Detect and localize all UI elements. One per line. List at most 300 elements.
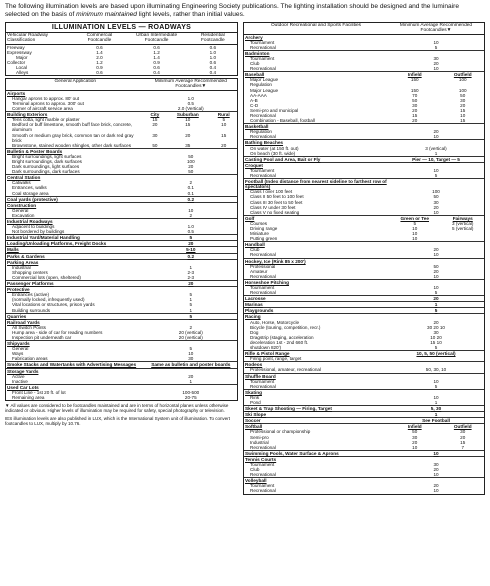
value-cell: 100 [186, 158, 195, 164]
footcandle-cell: 0.4 [209, 64, 217, 70]
value-cell: 20 (vertical) [178, 334, 203, 340]
value-cell: 5 [434, 173, 438, 179]
value-cell: 2 [189, 212, 193, 218]
value-cell: 20 [433, 204, 439, 210]
value-cell: 1 [434, 150, 438, 156]
value-cell: 20 [433, 268, 439, 274]
value-cell: 100 [458, 87, 467, 93]
section-row [244, 179, 484, 190]
value-cell: 10 [433, 209, 439, 215]
footcandle-cell: 2.0 [96, 54, 103, 60]
value-cell: Same as bulletin and poster boards [145, 362, 237, 368]
roadways-title: ILLUMINATION LEVELS — ROADWAYS [6, 23, 237, 33]
section-label: Marinas [244, 302, 388, 308]
entry-label: Not bordered by buildings [12, 229, 65, 235]
entry-label: Excavation [12, 212, 35, 218]
entry-label: Dark surroundings, dark surfaces [12, 169, 80, 175]
value-cell: 70 [412, 92, 418, 98]
value-cell: 100 [458, 77, 467, 83]
right-column [243, 22, 485, 497]
entry-label: Dog [250, 329, 259, 335]
value-cell: Suburban [165, 112, 210, 118]
value-cell: 5 [434, 383, 438, 389]
entry-label: Building surrounds [12, 307, 51, 313]
value-cell: 2-3 [187, 274, 195, 280]
value-cell: 30 [433, 55, 439, 61]
entry-label: Professional, amateur, recreational [250, 367, 321, 373]
entry-label: Amateur [250, 268, 268, 274]
entry-label: Recreational [250, 444, 276, 450]
section-label: Bulletin & Poster Boards [6, 148, 145, 154]
value-cell: 5-10 [145, 247, 237, 253]
general-header-application: General Application [6, 79, 145, 90]
section-label: Bathing Beaches [244, 140, 388, 146]
section-label: Railroad Yards [6, 319, 145, 325]
value-cell: 100 [432, 189, 440, 195]
entry-label: Class IV under 30 feet [250, 204, 296, 210]
entry-label: (normally locked, infrequently used) [12, 297, 85, 303]
value-cell: 20 [433, 319, 439, 325]
value-cell: 10 [185, 117, 191, 123]
roadways-row [6, 70, 237, 75]
value-cell: 7 [461, 444, 465, 450]
value-cell: Infield [388, 72, 441, 78]
value-cell: 5 [388, 308, 484, 314]
entry-label: shutdown 820') [250, 345, 282, 351]
value-cell: 10 [433, 134, 439, 140]
entry-label: Club [250, 467, 260, 473]
section-label: Volleyball [244, 478, 388, 484]
value-cell: 0.5 [187, 229, 194, 235]
value-cell: 5 [434, 345, 438, 351]
entry-label: Professional or championship [250, 429, 311, 435]
footcandle-cell: 0.4 [153, 70, 160, 76]
entry-label: Recreational [250, 472, 276, 478]
value-cell: 50 [412, 97, 418, 103]
entry-label: Bedford or buff limestone, smooth buff face brick, concrete, aluminum [12, 122, 133, 133]
value-cell: 5 [222, 117, 225, 123]
entry-label: Entrances (active) [12, 292, 50, 298]
entry-label: Tournament [250, 483, 275, 489]
sports-header-row [244, 23, 484, 34]
value-cell: 10 [460, 113, 466, 118]
value-cell: 0.1 [187, 185, 194, 191]
intro-text-2: light levels, rather than initial values. [136, 11, 245, 19]
section-label: Horseshoe Pitching [244, 279, 388, 285]
value-cell: 20 [188, 164, 194, 170]
value-cell: 20 [152, 122, 158, 128]
value-cell: 20 [188, 373, 194, 379]
value-cell: 10 [412, 231, 418, 237]
footcandle-cell: 1.0 [209, 54, 217, 60]
footcandle-cell: 1.2 [153, 49, 160, 55]
footcandle-cell: 0.9 [96, 64, 103, 70]
value-cell: Fairways [441, 215, 484, 221]
entry-label: Recreational [250, 488, 276, 494]
value-cell: Pier — 10, Target — 5 [388, 156, 484, 162]
section-label: Coal yards (protective) [6, 196, 145, 202]
value-cell: Outfield [441, 424, 484, 430]
section-row [6, 362, 237, 368]
value-cell: 15 [460, 118, 466, 124]
value-cell: 150 [410, 87, 419, 93]
value-cell: 50 [433, 263, 439, 269]
intro-emphasis: minimum maintained [76, 11, 137, 19]
value-cell: 20 (vertical) [178, 329, 203, 335]
value-cell: 50 [412, 429, 418, 435]
value-cell: 10 [433, 273, 439, 279]
section-label: Rifle & Pistol Range [244, 351, 388, 357]
entry-label: Miniature [250, 231, 269, 237]
entry-label: Tournament [250, 285, 275, 290]
value-cell: 1 [189, 264, 193, 270]
entry-label: Tournament [250, 462, 275, 467]
entry-label: Terminal aprons to approx. 300' out [12, 100, 84, 106]
value-cell: Outfield [441, 72, 484, 78]
entry-row [244, 488, 484, 493]
value-cell: 10 [221, 122, 227, 128]
footcandle-cell: 0.6 [96, 44, 103, 50]
value-cell: 5 [189, 346, 193, 352]
section-label: Playgrounds [244, 308, 388, 314]
value-cell: 10 [433, 252, 439, 258]
section-label: Golf [244, 215, 388, 221]
entry-label: Fabrication areas [12, 356, 48, 362]
section-label: Ski Slope [244, 412, 388, 418]
section-label: Construction [6, 202, 145, 208]
value-cell: 35 [185, 142, 191, 148]
section-label: Industrial Yard/Material Handling [6, 235, 145, 241]
entry-label: Coal storage area [12, 190, 49, 196]
value-cell: 0.1 [187, 190, 194, 196]
value-cell: 10 [412, 444, 418, 450]
entry-label: Recreational [250, 290, 276, 296]
general-application-table [5, 78, 238, 401]
roadway-class-cell: Collector [7, 59, 26, 65]
value-cell: 20-75 [184, 395, 197, 400]
value-cell: 20 [221, 142, 227, 148]
entry-label: Class V no fixed seating [250, 209, 300, 215]
entry-label: Tournament [250, 39, 275, 45]
value-cell: 10 [433, 66, 439, 72]
value-cell: 20 [433, 483, 439, 489]
value-cell: Rural [210, 112, 237, 118]
value-cell: 15 [460, 439, 466, 445]
value-cell: 1 [434, 399, 438, 405]
value-cell: 30 [460, 97, 466, 103]
value-cell: 2 [189, 180, 193, 186]
value-cell: 100-500 [182, 389, 200, 395]
value-cell: 1 [189, 307, 193, 313]
entry-label: General [12, 207, 29, 213]
entry-label: Vital locations or structures, prison yards [12, 302, 95, 308]
entry-row [6, 395, 237, 400]
value-cell: 50 [460, 92, 466, 98]
roadway-class-cell: Major [16, 54, 28, 60]
entry-label: Recreational [250, 252, 276, 258]
entry-label: Major League [250, 77, 279, 83]
entry-label: Combination - Baseball, football [250, 118, 315, 124]
value-cell: 20 [433, 129, 439, 135]
intro-paragraph [5, 3, 485, 20]
entry-label: Recreational [250, 383, 276, 389]
value-cell: 30 20 10 [427, 324, 445, 330]
entry-label: Semi-pro and municipal [250, 107, 299, 113]
general-header-footcandles: Minimum Average Recommended Footcandles▼ [145, 79, 237, 90]
entry-label: Bright surroundings, dark surfaces [12, 158, 82, 164]
entry-label: Tournament [250, 378, 275, 384]
entry-label: Club [250, 61, 260, 67]
value-cell: 10 [188, 207, 194, 213]
footnote-values: ▼ All values are considered to be footcandles maintained and are in terms of horizontal planes unless otherwise indicated or obvious. Higher levels of illumination may be required for safety, special photography or television. [5, 403, 229, 414]
entry-label: Tournament [250, 167, 275, 173]
entry-label: Regulation [250, 82, 272, 88]
value-cell: 10 [433, 394, 439, 400]
entry-label: Class III 30 feet to 50 feet [250, 199, 303, 205]
footcandle-cell: 1.4 [96, 49, 103, 55]
roadways-header: Vehicular Roadway Classification [6, 33, 74, 44]
section-label: Hockey, Ice (Rink 85 x 200') [244, 258, 388, 264]
entry-label: Semi-pro [250, 434, 269, 440]
value-cell: 5 [145, 313, 237, 319]
value-cell: 5 (vertical) [452, 225, 474, 231]
entry-label: Recreational [250, 134, 276, 140]
value-cell: 1.0 [187, 224, 194, 230]
section-label: Racing [244, 314, 388, 320]
value-cell: 5, 30 [388, 406, 484, 412]
value-cell: 15 [152, 117, 158, 123]
value-cell: 5 [189, 302, 193, 308]
entry-label: Courses [250, 220, 268, 226]
value-cell: 50 [152, 142, 158, 148]
entry-label: Tens cotta, light marble or plaster [12, 117, 80, 123]
footcandle-cell: 0.6 [153, 44, 160, 50]
entry-label: Inspection pit underneath car [12, 334, 72, 340]
general-header-row [6, 79, 237, 90]
value-cell: 20 [433, 61, 439, 67]
entry-label: Tournament [250, 55, 275, 61]
value-cell: 2.0 (Vertical) [177, 106, 204, 112]
entry-label: Major League [250, 87, 279, 93]
roadways-table [5, 22, 238, 76]
entry-label: Corner of aircraft service area [12, 106, 73, 112]
entry-label: Recreational [250, 173, 276, 179]
value-cell: 15 10 [430, 339, 442, 345]
section-label: Rodeos [244, 362, 388, 368]
entry-label: Regulation [250, 129, 272, 135]
section-label: Industrial Roadways [6, 219, 145, 225]
roadways-header: Commercial Footcandle [74, 33, 124, 44]
entry-label: Entrances, walks [12, 185, 47, 191]
section-label: Basketball [244, 124, 388, 130]
section-label: Skeet & Trap Shooting — Firing, Target [244, 406, 388, 412]
section-label: Soccer [244, 418, 388, 424]
section-label: Archery [244, 34, 388, 40]
entry-label: Auto, Horse, Motorcycle [250, 319, 300, 325]
entry-label: Recreational [250, 113, 276, 118]
roadway-class-cell: Expressway [7, 49, 32, 55]
value-cell: 20 [145, 281, 237, 287]
value-cell: 20 [145, 241, 237, 247]
section-label: Tennis Courts [244, 456, 388, 462]
value-cell: 10 [433, 167, 439, 173]
value-cell: 30 [433, 462, 439, 467]
value-cell: 10 [433, 39, 439, 45]
entry-label: Commercial lots (open, sheltered) [12, 274, 81, 280]
value-cell: 10 [433, 488, 439, 494]
entry-label: Driving range [250, 225, 278, 231]
footcandle-cell: 1.0 [209, 49, 217, 55]
value-cell: 1 [388, 412, 484, 418]
section-label: Malls [6, 247, 145, 253]
entry-label: Recreational [250, 44, 276, 50]
section-label: Shipyards [6, 341, 145, 347]
section-label: Shuffle Board [244, 373, 388, 379]
value-cell: 1 [189, 297, 193, 303]
value-cell: 30 [460, 429, 466, 435]
value-cell: 10 [433, 472, 439, 478]
value-cell: 10 [433, 285, 439, 290]
roadways-header: Urban Intermediate Footcandle [125, 33, 189, 44]
roadway-class-cell: Freeway [7, 44, 25, 50]
section-label: Croquet [244, 162, 388, 168]
section-label: Smoke Stacks and Watertanks with Advertising Messages [6, 362, 145, 368]
section-label: Skating [244, 389, 388, 395]
value-cell: 5 [434, 290, 438, 296]
value-cell: 20 [433, 467, 439, 473]
entry-label: Putting green [250, 236, 278, 242]
value-cell: 2-3 [187, 269, 195, 275]
entry-label: Recreational [250, 66, 276, 72]
entry-label: Ways [12, 351, 24, 357]
footcandle-cell: 0.9 [153, 59, 160, 65]
entry-label: General [12, 346, 29, 352]
footcandle-cell: 0.4 [209, 70, 217, 76]
value-cell: 20 [412, 118, 418, 124]
value-cell: 50 [433, 194, 439, 200]
entry-label: Rink [250, 394, 260, 400]
section-label: Passenger Platforms [6, 281, 145, 287]
entry-label: Front Line - 1st 20 ft. of lot [12, 389, 66, 395]
value-cell: 5 [434, 44, 438, 50]
sports-header-footcandles: Minimum Average Recommended Footcandles▼ [388, 23, 484, 34]
value-cell: 50 [188, 169, 194, 175]
roadway-class-cell: Local [16, 64, 27, 70]
value-cell: 30 [433, 329, 439, 335]
footnote-lux: IES illumination levels are also published in LUX, which is the International System unit of illumination. To convert footcandles to LUX, multiply by 10.76. [5, 415, 231, 426]
section-label: Storage Yards [6, 368, 145, 374]
entry-label: Bicycle (touring, competition, recr.) [250, 324, 321, 330]
section-label: Loading/Unloading Platforms, Freight Docks [6, 241, 145, 247]
value-cell: See Football [388, 418, 484, 424]
section-label: Central Station [6, 175, 145, 181]
entry-label: Brownstone, stained wooden shingles, other dark surfaces [12, 142, 131, 148]
section-label: Parks & Gardens [6, 253, 145, 259]
value-cell: 3 (vertical) [425, 145, 447, 151]
entry-label: Industrial [12, 264, 31, 270]
value-cell: 30 [412, 102, 418, 108]
value-cell: 5 [413, 220, 417, 226]
section-label: Football (Index distance from nearest sideline to farthest row of spectators) [245, 179, 387, 190]
value-cell: 10 [412, 236, 418, 242]
entry-row [6, 122, 237, 132]
value-cell: 150 [410, 77, 419, 83]
entry-label: Dragstrip (staging, acceleration [250, 334, 314, 340]
value-cell: 10 20 [430, 334, 442, 340]
footcandle-cell: 0.6 [209, 59, 217, 65]
entry-label: Recreational [250, 273, 276, 279]
entry-label: On beach (30 ft. wide) [250, 150, 296, 156]
value-cell: 0.2 [145, 196, 237, 202]
section-label: Badminton [244, 50, 388, 56]
value-cell: Infield [388, 424, 441, 430]
roadway-class-cell: Alleys [16, 70, 29, 76]
entry-label: Industrial [250, 439, 269, 445]
value-cell: 20 [388, 296, 484, 302]
entry-label: Firing point, range, target [250, 356, 302, 362]
roadways-header-row [6, 33, 237, 44]
entry-label: Smooth or medium gray brick, common tan or dark red gray brick [12, 132, 134, 143]
value-cell: 10 [433, 378, 439, 384]
value-cell: 15 [460, 107, 466, 113]
entry-label: AA-AAA [250, 92, 267, 98]
section-label: Used Car Lots [6, 384, 145, 390]
section-label: Swimming Pools, Water Surface & Aprons [244, 450, 388, 456]
intro-text-1: The following illumination levels are based upon illuminating Engineering Society publications. The lighting installation should be designed and the luminaire selected on the basis of [5, 3, 460, 19]
value-cell: 10 [412, 225, 418, 231]
section-label: Building Exteriors [6, 112, 145, 118]
value-cell: City [145, 112, 166, 118]
entry-label: Bright surroundings, light surfaces [12, 153, 82, 159]
value-cell: 5 [145, 235, 237, 241]
entry-label: All Switch Points [12, 324, 46, 330]
value-cell: 10 [188, 351, 194, 357]
value-cell: 20 [412, 107, 418, 113]
value-cell: 0.2 [145, 253, 237, 259]
value-cell: 20 [460, 434, 466, 440]
value-cell: 15 [412, 113, 418, 118]
value-cell: 5 [189, 292, 193, 298]
footcandle-cell: 0.6 [209, 44, 217, 50]
value-cell: 30 [412, 434, 418, 440]
value-cell: 50 [188, 153, 194, 159]
section-label: Protective [6, 287, 145, 293]
footcandle-cell: 1.4 [153, 54, 160, 60]
section-label: Lacrosse [244, 296, 388, 302]
value-cell: 20 [460, 102, 466, 108]
entry-label: Active [12, 373, 25, 379]
entry-label: Shopping centers [12, 269, 48, 275]
entry-label: C-D [250, 102, 259, 108]
value-cell: 3 (vertical) [452, 220, 474, 226]
entry-label: Class II 50 feet to 100 feet [250, 194, 304, 200]
value-cell: 20 [412, 439, 418, 445]
value-cell: 1.0 [187, 95, 194, 101]
entry-label: Hangar aprons to approx. 80' out [12, 95, 80, 101]
value-cell: 1 [388, 302, 484, 308]
section-label: Airports [6, 90, 145, 96]
value-cell: 30 [188, 356, 194, 362]
left-column [5, 22, 238, 426]
entry-label: Catwalks [12, 180, 31, 186]
entry-label: Remaining area [12, 395, 45, 400]
entry-label: Dark surroundings, light surfaces [12, 164, 80, 170]
section-label: Baseball [244, 72, 388, 78]
entry-label: On water (at 150 ft. out) [250, 145, 299, 151]
entry-label: deceleration 1st - 2nd 660 ft. [250, 339, 309, 345]
footcandle-cell: 0.6 [153, 64, 160, 70]
value-cell [388, 179, 484, 190]
